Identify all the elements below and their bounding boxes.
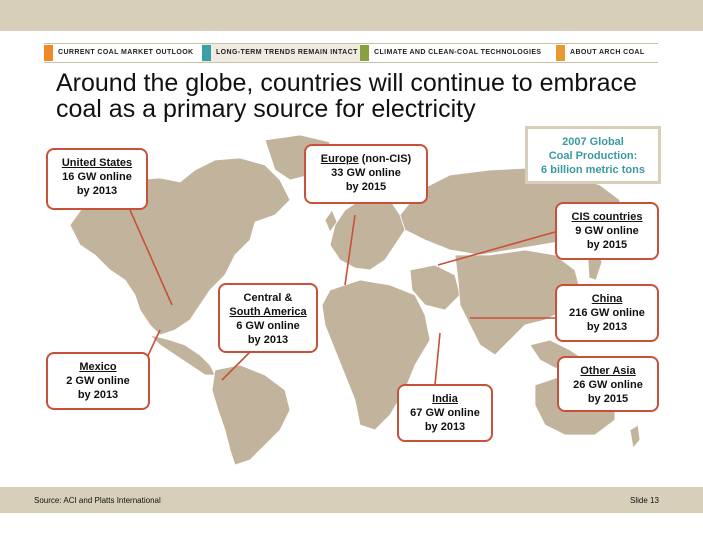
callout-capacity: 216 GW online xyxy=(569,307,645,319)
callout-name: CIS countries xyxy=(571,211,643,223)
tab-label: CLIMATE AND CLEAN-COAL TECHNOLOGIES xyxy=(374,49,542,56)
tab-about-arch-coal[interactable] xyxy=(556,44,658,62)
europe-shape xyxy=(330,195,405,270)
section-nav xyxy=(44,43,658,63)
callout-mexico xyxy=(46,352,150,410)
callout-china xyxy=(555,284,659,342)
callout-capacity: 6 GW online xyxy=(236,320,300,332)
callout-name: Other Asia xyxy=(580,365,636,377)
global-production-box xyxy=(525,126,661,184)
callout-name-suffix: (non-CIS) xyxy=(358,153,412,165)
tab-label: LONG-TERM TRENDS REMAIN INTACT xyxy=(216,49,358,56)
info-line-1: 2007 Global xyxy=(562,136,624,148)
callout-date: by 2015 xyxy=(586,239,628,251)
tab-color-swatch xyxy=(202,45,211,61)
callout-date: by 2013 xyxy=(424,421,466,433)
tab-long-term-trends[interactable] xyxy=(202,44,360,62)
callout-line-1: Central & xyxy=(243,292,293,304)
callout-capacity: 67 GW online xyxy=(410,407,480,419)
callout-name: Europe xyxy=(320,153,359,165)
south-america-shape xyxy=(212,365,290,465)
callout-name: United States xyxy=(61,157,133,169)
callout-united-states xyxy=(46,148,148,210)
callout-capacity: 26 GW online xyxy=(573,379,643,391)
callout-capacity: 16 GW online xyxy=(62,171,132,183)
tab-current-coal-market-outlook[interactable] xyxy=(44,44,202,62)
callout-name-line xyxy=(306,152,426,166)
tab-color-swatch xyxy=(44,45,53,61)
slide-title: Around the globe, countries will continue to embrace coal as a primary source for electricity xyxy=(56,69,637,123)
callout-capacity: 9 GW online xyxy=(575,225,639,237)
central-america-shape xyxy=(150,335,215,375)
tab-label: CURRENT COAL MARKET OUTLOOK xyxy=(58,49,194,56)
callout-capacity: 33 GW online xyxy=(331,167,401,179)
callout-central-south-america xyxy=(218,283,318,353)
top-band xyxy=(0,0,703,31)
tab-color-swatch xyxy=(360,45,369,61)
callout-name: Mexico xyxy=(79,361,117,373)
tab-color-swatch xyxy=(556,45,565,61)
callout-name: South America xyxy=(229,306,307,318)
callout-india xyxy=(397,384,493,442)
callout-date: by 2015 xyxy=(345,181,387,193)
callout-name: China xyxy=(591,293,623,305)
callout-europe xyxy=(304,144,428,204)
tab-climate-clean-coal[interactable] xyxy=(360,44,556,62)
tab-label: ABOUT ARCH COAL xyxy=(570,49,645,56)
callout-cis xyxy=(555,202,659,260)
callout-date: by 2013 xyxy=(586,321,628,333)
source-note: Source: ACI and Platts International xyxy=(34,496,161,505)
new-zealand-shape xyxy=(630,425,640,448)
callout-capacity: 2 GW online xyxy=(66,375,130,387)
callout-date: by 2013 xyxy=(247,334,289,346)
callout-date: by 2013 xyxy=(77,389,119,401)
slide-number: Slide 13 xyxy=(630,496,659,505)
info-line-2: Coal Production: xyxy=(548,150,638,162)
callout-date: by 2013 xyxy=(76,185,118,197)
callout-other-asia xyxy=(557,356,659,412)
callout-date: by 2015 xyxy=(587,393,629,405)
callout-name: India xyxy=(432,393,458,405)
info-line-3: 6 billion metric tons xyxy=(541,164,645,176)
